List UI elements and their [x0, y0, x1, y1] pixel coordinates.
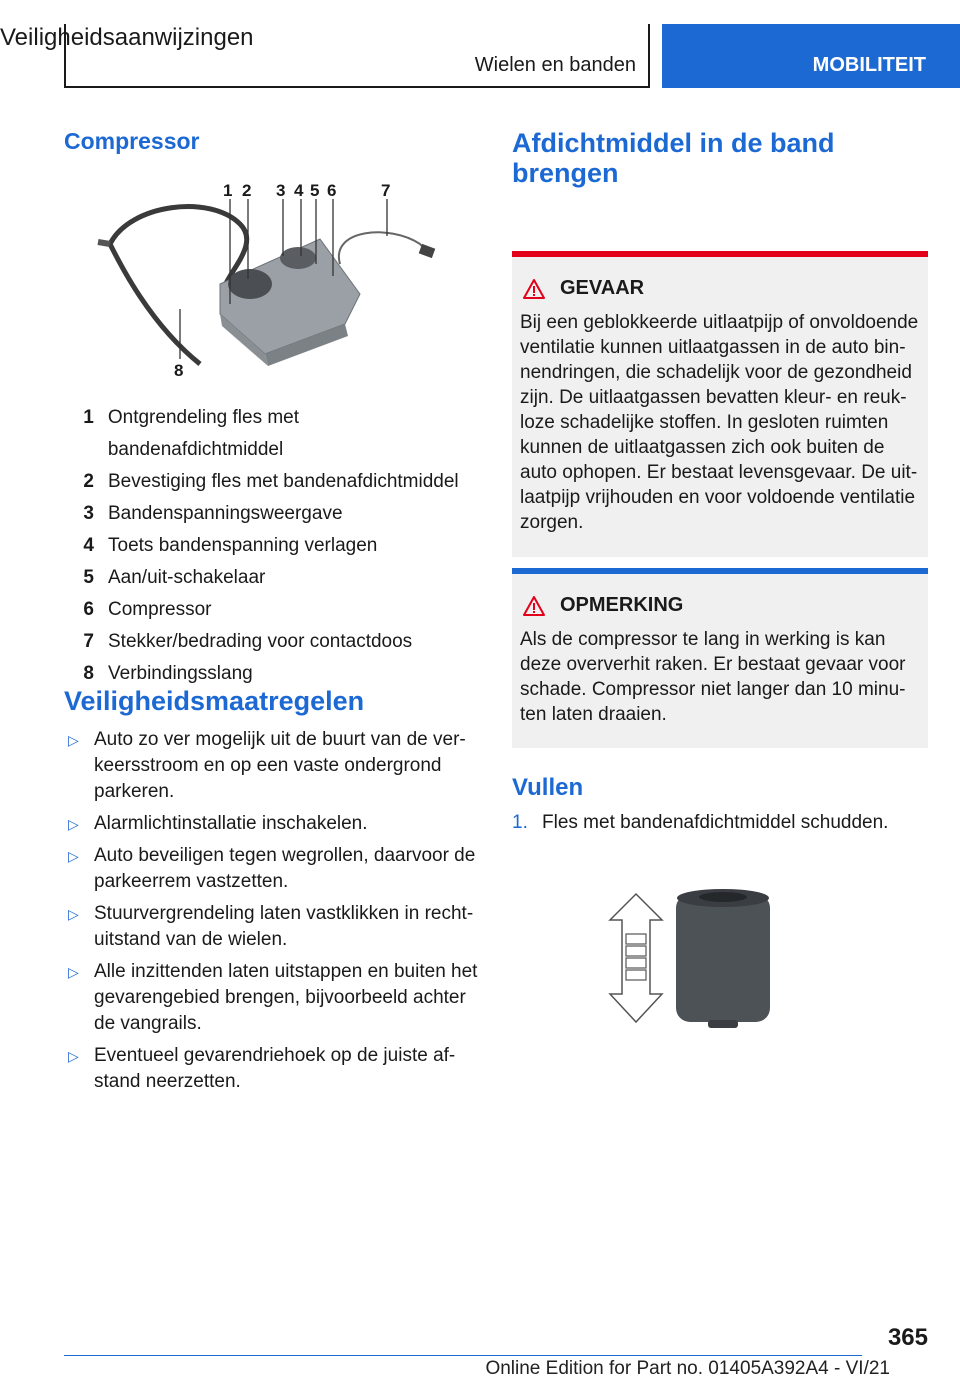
legend-text: Stekker/bedrading voor contactdoos: [108, 631, 413, 652]
legend-number: 1: [83, 407, 94, 428]
legend-number: 7: [83, 631, 94, 652]
header-chapter-tab: MOBILITEIT: [662, 24, 960, 88]
danger-text: Bij een geblokkeerde uitlaatpijp of onvoldoende ventilatie kunnen uitlaatgassen in de auto binnendringen, die schadelijk voor de gezondheid zijn. De uitlaatgassen bevatten kleur- en reukloze schadelijke stoffen. In gesloten ruimten kunnen de uitlaatgassen zich ook buiten de auto ophopen. Er bestaat levensgevaar. De uitlaatpijp vrijhouden en voor voldoende ventilatie zorgen.: [520, 312, 919, 533]
legend-number: 2: [83, 471, 94, 492]
figure-label-7: 7: [381, 181, 391, 200]
footer-edition: Online Edition for Part no. 01405A392A4 - VI/21: [485, 1358, 890, 1379]
legend-number: 3: [83, 503, 94, 524]
bottle-mount: [228, 269, 272, 299]
bullet-triangle-icon: ▷: [68, 906, 79, 922]
cable-shape: [339, 232, 430, 264]
bullet-triangle-icon: ▷: [68, 816, 79, 832]
step-text: Fles met bandenafdichtmiddel schudden.: [542, 812, 889, 833]
figure-label-5: 5: [310, 181, 320, 200]
sealant-section-title: Afdichtmiddel in de band brengen: [512, 128, 835, 188]
legend-number: 5: [83, 567, 94, 588]
legend-text: Bevestiging fles met bandenafdichtmiddel: [108, 471, 459, 492]
bottle-shake-illustration: [600, 882, 780, 1032]
legend-item: [64, 562, 478, 594]
legend-text: Toets bandenspanning verlagen: [108, 535, 378, 556]
figure-label-8: 8: [174, 361, 184, 380]
warning-triangle-icon: [522, 278, 546, 300]
legend-number: 8: [83, 663, 94, 684]
header-section-title: Wielen en banden: [474, 54, 636, 76]
page-number: 365: [887, 1324, 928, 1351]
safety-item-text: Eventueel gevarendriehoek op de juiste afstand neerzetten.: [94, 1045, 456, 1092]
compressor-legend: [64, 402, 478, 690]
legend-number: 6: [83, 599, 94, 620]
bullet-triangle-icon: ▷: [68, 848, 79, 864]
safety-list-item: [64, 727, 478, 805]
safety-list-item: [64, 843, 478, 895]
legend-text: Bandenspanningsweergave: [108, 503, 343, 524]
notice-label: OPMERKING: [560, 594, 684, 616]
legend-text: Compressor: [108, 599, 212, 620]
safety-item-text: Stuurvergrendeling laten vastklikken in rechtuitstand van de wielen.: [94, 903, 474, 950]
legend-number: 4: [83, 535, 94, 556]
legend-text: Ontgrendeling fles met bandenafdichtmiddel: [107, 407, 300, 460]
legend-item: [64, 626, 478, 658]
bullet-triangle-icon: ▷: [68, 732, 79, 748]
safety-list-item: [64, 901, 478, 953]
safety-instructions-subtitle: Veiligheidsaanwijzingen: [0, 24, 254, 51]
safety-measures-title: Veiligheidsmaatregelen: [64, 686, 365, 716]
figure-label-4: 4: [294, 181, 304, 200]
legend-text: Aan/uit-schakelaar: [108, 567, 266, 588]
figure-label-3: 3: [276, 181, 286, 200]
sealant-bottle: [676, 894, 770, 1022]
danger-box: [512, 251, 928, 557]
danger-label: GEVAAR: [560, 277, 645, 299]
notice-text: Als de compressor te lang in werking is kan deze oververhit raken. Er bestaat gevaar voor schade. Compressor niet langer dan 10 minuten laten draaien.: [520, 629, 906, 725]
figure-label-1: 1: [223, 181, 233, 200]
safety-list-item: [64, 959, 478, 1037]
bullet-triangle-icon: ▷: [68, 964, 79, 980]
fill-title: Vullen: [512, 774, 584, 801]
fill-steps: [512, 810, 928, 836]
legend-item: [64, 466, 478, 498]
warning-triangle-icon: [522, 595, 546, 617]
safety-item-text: Auto beveiligen tegen wegrollen, daarvoor de parkeerrem vastzetten.: [94, 845, 476, 892]
legend-item: [64, 498, 478, 530]
step-number: 1.: [512, 812, 528, 833]
figure-label-2: 2: [242, 181, 252, 200]
safety-item-text: Alarmlichtinstallatie inschakelen.: [94, 813, 368, 834]
safety-item-text: Alle inzittenden laten uitstappen en buiten het gevarengebied brengen, bijvoorbeeld achter de vangrails.: [94, 961, 478, 1034]
bullet-triangle-icon: ▷: [68, 1048, 79, 1064]
legend-item: [64, 594, 478, 626]
legend-item: [64, 530, 478, 562]
figure-label-6: 6: [327, 181, 337, 200]
legend-item: [64, 402, 478, 466]
footer-rule: [64, 1355, 862, 1356]
safety-item-text: Auto zo ver mogelijk uit de buurt van de verkeersstroom en op een vaste ondergrond parkeren.: [94, 729, 466, 802]
safety-list-item: [64, 1043, 478, 1095]
safety-list-item: [64, 811, 478, 837]
legend-text: Verbindingsslang: [108, 663, 253, 684]
gauge-knob: [280, 247, 316, 269]
safety-measures-list: [64, 727, 478, 1101]
header-section-box: [64, 24, 650, 88]
compressor-illustration: [90, 174, 470, 384]
step-item: [512, 810, 928, 836]
compressor-title: Compressor: [64, 128, 200, 154]
notice-box: [512, 568, 928, 748]
